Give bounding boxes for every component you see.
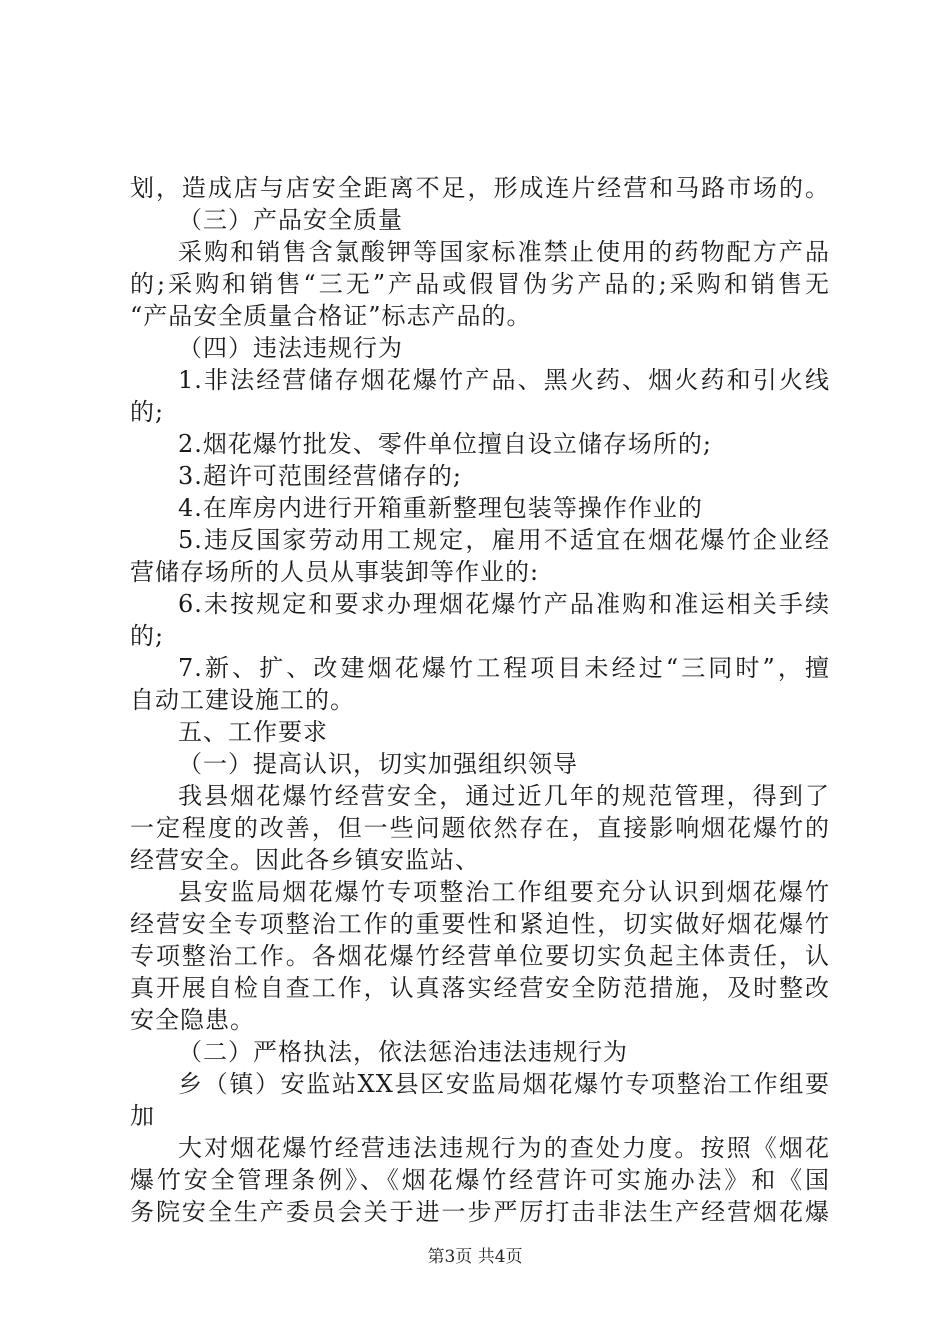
text-line: 务院安全生产委员会关于进一步严厉打击非法生产经营烟花爆 [130, 1198, 830, 1226]
text-line: “产品安全质量合格证”标志产品的。 [130, 302, 532, 330]
text-line: 经营安全专项整治工作的重要性和紧迫性，切实做好烟花爆竹 [130, 910, 830, 938]
list-item: 5.违反国家劳动用工规定，雇用不适宜在烟花爆竹企业经 [178, 526, 830, 554]
list-item: 6.未按规定和要求办理烟花爆竹产品准购和准运相关手续 [178, 590, 830, 618]
section-heading: 五、工作要求 [178, 718, 328, 746]
text-line: 加 [130, 1102, 155, 1130]
text-line: 划，造成店与店安全距离不足，形成连片经营和马路市场的。 [130, 174, 830, 202]
text-line: 县安监局烟花爆竹专项整治工作组要充分认识到烟花爆竹 [178, 878, 830, 906]
text-line: 的;采购和销售“三无”产品或假冒伪劣产品的;采购和销售无 [130, 270, 830, 298]
list-item: 1.非法经营储存烟花爆竹产品、黑火药、烟火药和引火线 [178, 366, 830, 394]
list-item: 3.超许可范围经营储存的; [178, 462, 462, 490]
section-heading: （四）违法违规行为 [178, 334, 403, 362]
text-line: 自动工建设施工的。 [130, 686, 355, 714]
text-line: 采购和销售含氯酸钾等国家标准禁止使用的药物配方产品 [178, 238, 830, 266]
text-line: 的; [130, 398, 165, 426]
list-item: 7.新、扩、改建烟花爆竹工程项目未经过“三同时”，擅 [178, 654, 830, 682]
text-line: 爆竹安全管理条例》、《烟花爆竹经营许可实施办法》和《国 [130, 1166, 830, 1194]
text-line: 真开展自检自查工作，认真落实经营安全防范措施，及时整改 [130, 974, 830, 1002]
text-line: 的; [130, 622, 165, 650]
list-item: 4.在库房内进行开箱重新整理包装等操作作业的 [178, 494, 703, 522]
text-line: 大对烟花爆竹经营违法违规行为的查处力度。按照《烟花 [178, 1134, 830, 1162]
text-line: 一定程度的改善，但一些问题依然存在，直接影响烟花爆竹的 [130, 814, 830, 842]
text-line: 我县烟花爆竹经营安全，通过近几年的规范管理，得到了 [178, 782, 830, 810]
section-heading: （一）提高认识，切实加强组织领导 [178, 750, 578, 778]
text-line: 安全隐患。 [130, 1006, 255, 1034]
text-line: 专项整治工作。各烟花爆竹经营单位要切实负起主体责任，认 [130, 942, 830, 970]
text-line: 乡（镇）安监站XX县区安监局烟花爆竹专项整治工作组要 [178, 1070, 830, 1098]
document-body [130, 172, 830, 1228]
section-heading: （二）严格执法，依法惩治违法违规行为 [178, 1038, 628, 1066]
list-item: 2.烟花爆竹批发、零件单位擅自设立储存场所的; [178, 430, 712, 458]
page-footer: 第3页 共4页 [427, 1247, 523, 1267]
section-heading: （三）产品安全质量 [178, 206, 403, 234]
text-line: 营储存场所的人员从事装卸等作业的: [130, 558, 540, 586]
text-line: 经营安全。因此各乡镇安监站、 [130, 846, 480, 874]
